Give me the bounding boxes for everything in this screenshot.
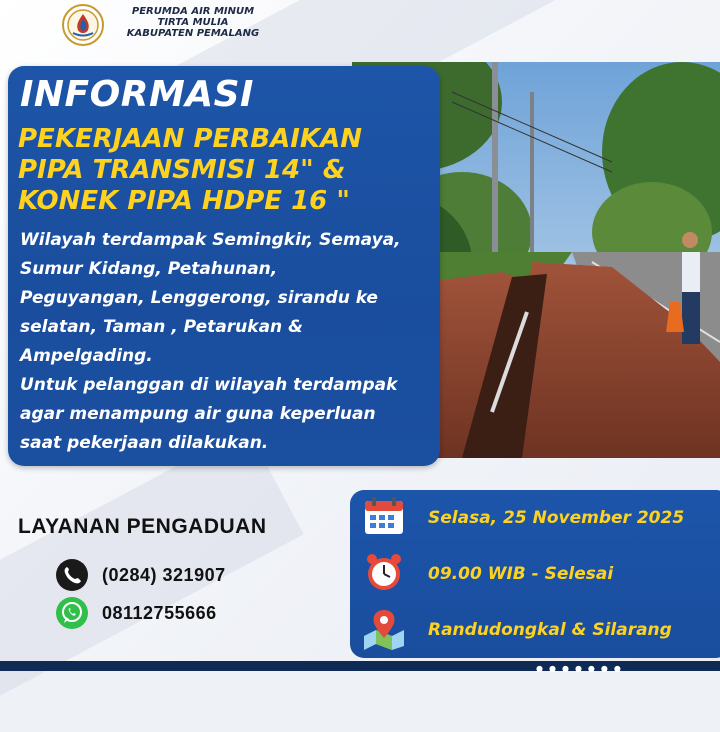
body-line: selatan, Taman , Petarukan & xyxy=(20,317,303,337)
org-line: TIRTA MULIA xyxy=(157,17,229,28)
body-line: Ampelgading. xyxy=(20,346,153,366)
whatsapp-number: 08112755666 xyxy=(102,602,217,623)
complaints-title: LAYANAN PENGADUAN xyxy=(18,515,267,538)
schedule-date-row xyxy=(362,496,685,540)
phone-icon xyxy=(56,559,88,591)
alarm-clock-icon xyxy=(362,550,406,598)
subtitle-line: PIPA TRANSMISI 14" & xyxy=(18,155,346,185)
organization-name xyxy=(118,6,268,39)
schedule-location: Randudongkal & Silarang xyxy=(428,620,672,640)
subtitle-line: KONEK PIPA HDPE 16 " xyxy=(18,186,350,216)
notice-body xyxy=(20,226,440,458)
footer-dots: ●●●●●●● xyxy=(536,664,627,673)
map-pin-icon xyxy=(362,606,406,654)
body-line: agar menampung air guna keperluan xyxy=(20,404,376,424)
whatsapp-icon xyxy=(56,597,88,629)
phone-contact[interactable] xyxy=(56,558,226,592)
notice-subtitle xyxy=(18,124,438,217)
org-line: PERUMDA AIR MINUM xyxy=(131,6,255,17)
body-line: Sumur Kidang, Petahunan, xyxy=(20,259,278,279)
phone-number: (0284) 321907 xyxy=(102,564,226,585)
schedule-date: Selasa, 25 November 2025 xyxy=(428,508,685,528)
body-line: saat pekerjaan dilakukan. xyxy=(20,433,269,453)
page-title: INFORMASI xyxy=(20,74,254,115)
whatsapp-contact[interactable] xyxy=(56,596,217,630)
schedule-time: 09.00 WIB - Selesai xyxy=(428,564,614,584)
subtitle-line: PEKERJAAN PERBAIKAN xyxy=(18,124,362,154)
schedule-location-row xyxy=(362,608,672,652)
body-line: Peguyangan, Lenggerong, sirandu ke xyxy=(20,288,378,308)
org-line: KABUPATEN PEMALANG xyxy=(126,28,260,39)
calendar-icon xyxy=(362,494,406,542)
body-line: Untuk pelanggan di wilayah terdampak xyxy=(20,375,398,395)
schedule-time-row xyxy=(362,552,614,596)
company-logo xyxy=(62,4,104,46)
body-line: Wilayah terdampak Semingkir, Semaya, xyxy=(20,230,401,250)
